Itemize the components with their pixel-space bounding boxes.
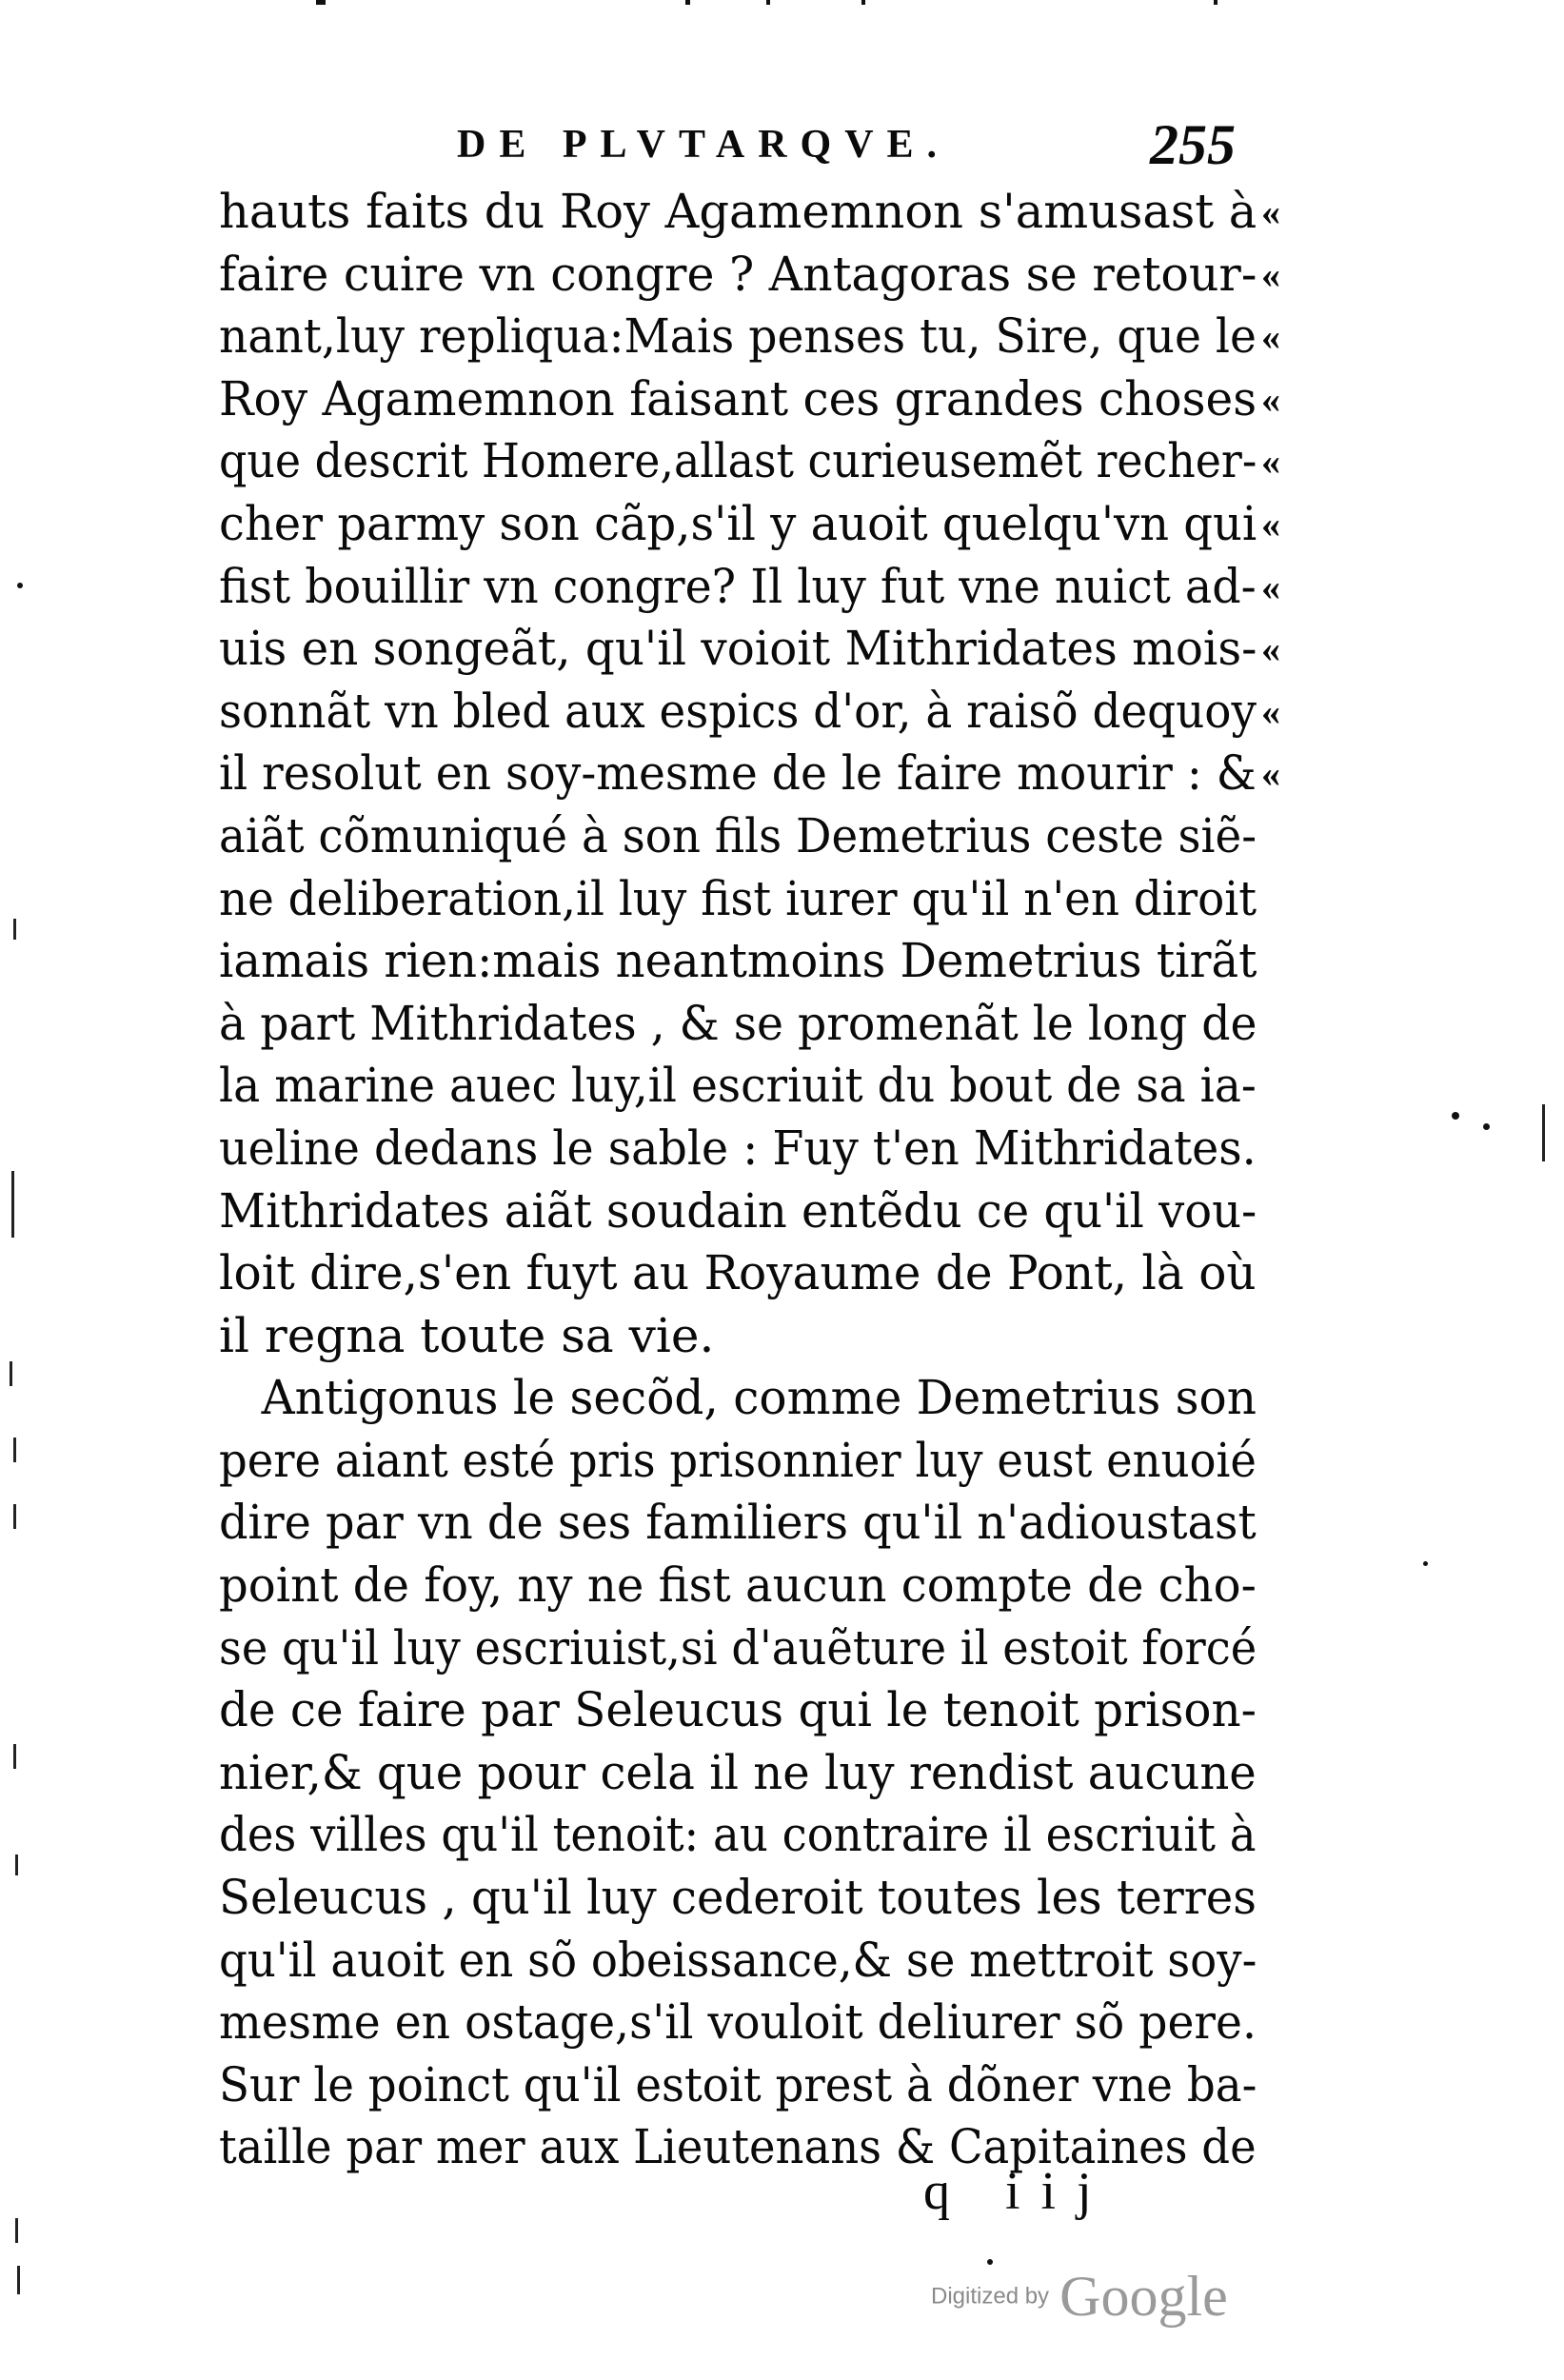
text-line: mesme en ostage,s'il vouloit deliurer sõ pere. (219, 1994, 1257, 2051)
text-line: il regna toute sa vie. (219, 1307, 715, 1363)
text-line: de ce faire par Seleucus qui le tenoit prison- (219, 1682, 1257, 1738)
running-head: DE PLVTARQVE. (457, 123, 951, 167)
text-line: aiãt cõmuniqué à son fils Demetrius ceste siẽ- (219, 807, 1257, 863)
margin-tick (1542, 1104, 1545, 1161)
quotation-mark: « (1261, 627, 1280, 671)
text-line: sonnãt vn bled aux espics d'or, à raisõ dequoy « (219, 681, 1276, 744)
margin-tick (10, 1361, 12, 1386)
quotation-mark: « (1261, 377, 1280, 421)
text-line: pere aiant esté pris prisonnier luy eust enuoié (219, 1432, 1257, 1488)
text-line: loit dire,s'en fuyt au Royaume de Pont, là où (219, 1245, 1257, 1301)
text-line: ueline dedans le sable : Fuy t'en Mithridates. (219, 1120, 1257, 1176)
text-line: ne deliberation,il luy fist iurer qu'il n'en diroit (219, 870, 1257, 926)
text-line: Roy Agamemnon faisant ces grandes choses « (219, 368, 1276, 431)
text-line: dire par vn de ses familiers qu'il n'adioustast (219, 1495, 1257, 1551)
text-line: la marine auec luy,il escriuit du bout de sa ia- (219, 1058, 1257, 1114)
digitized-by-label: Digitized by (931, 2283, 1050, 2310)
top-edge-marks (0, 0, 1564, 6)
page-number: 255 (1150, 113, 1236, 176)
text-line: point de foy, ny ne fist aucun compte de cho- (219, 1557, 1257, 1614)
text-line: nier,& que pour cela il ne luy rendist aucune (219, 1744, 1257, 1800)
text-line: iamais rien:mais neantmoins Demetrius tirãt (219, 933, 1257, 989)
quotation-mark: « (1261, 565, 1280, 608)
text-line: que descrit Homere,allast curieusemẽt recher- « (219, 430, 1276, 493)
margin-tick (13, 919, 16, 940)
quotation-mark: « (1261, 689, 1280, 733)
text-line: qu'il auoit en sõ obeissance,& se mettroit soy- (219, 1932, 1257, 1988)
scan-speck (1483, 1123, 1490, 1130)
quotation-mark: « (1261, 252, 1280, 296)
scan-speck (1423, 1561, 1428, 1566)
google-logo: Google (1059, 2265, 1228, 2328)
margin-tick (13, 1504, 16, 1529)
text-line: Mithridates aiãt soudain entẽdu ce qu'il vou- (219, 1182, 1257, 1239)
text-line: nant,luy repliqua:Mais penses tu, Sire, que le « (219, 306, 1276, 368)
text-line: uis en songeãt, qu'il voioit Mithridates mois- « (219, 618, 1276, 681)
text-line: Sur le poinct qu'il estoit prest à dõner vne ba- (219, 2056, 1257, 2112)
text-line: taille par mer aux Lieutenans & Capitaines de (219, 2119, 1257, 2175)
margin-tick (11, 1171, 14, 1238)
digitizer-watermark (931, 2264, 1228, 2330)
scan-speck (1452, 1112, 1459, 1120)
text-line: cher parmy son cãp,s'il y auoit quelqu'vn qui « (219, 493, 1276, 556)
text-line: hauts faits du Roy Agamemnon s'amusast à « (219, 181, 1276, 244)
text-line: Seleucus , qu'il luy cederoit toutes les terres (219, 1870, 1257, 1926)
margin-tick (13, 1438, 16, 1462)
quotation-mark: « (1261, 190, 1280, 233)
paragraph-start-line: Antigonus le secõd, comme Demetrius son (261, 1370, 1257, 1426)
quotation-mark: « (1261, 752, 1280, 796)
signature-mark: q iij (923, 2162, 1113, 2221)
text-line: des villes qu'il tenoit: au contraire il escriuit à (219, 1807, 1257, 1863)
margin-tick (15, 2218, 18, 2243)
text-line: faire cuire vn congre ? Antagoras se retour- « (219, 244, 1276, 307)
scan-speck (17, 583, 23, 588)
margin-tick (17, 2266, 20, 2294)
text-line: fist bouillir vn congre? Il luy fut vne nuict ad- « (219, 556, 1276, 619)
scan-speck (987, 2259, 993, 2265)
margin-tick (15, 1854, 18, 1875)
quotation-mark: « (1261, 440, 1280, 484)
body-text (219, 181, 1280, 2179)
text-line: se qu'il luy escriuist,si d'auẽture il estoit forcé (219, 1619, 1257, 1676)
text-line: à part Mithridates , & se promenãt le long de (219, 995, 1257, 1051)
text-line: il resolut en soy-mesme de le faire mourir : & « (219, 743, 1276, 805)
quotation-mark: « (1261, 502, 1280, 545)
margin-tick (13, 1744, 16, 1769)
quotation-mark: « (1261, 315, 1280, 359)
